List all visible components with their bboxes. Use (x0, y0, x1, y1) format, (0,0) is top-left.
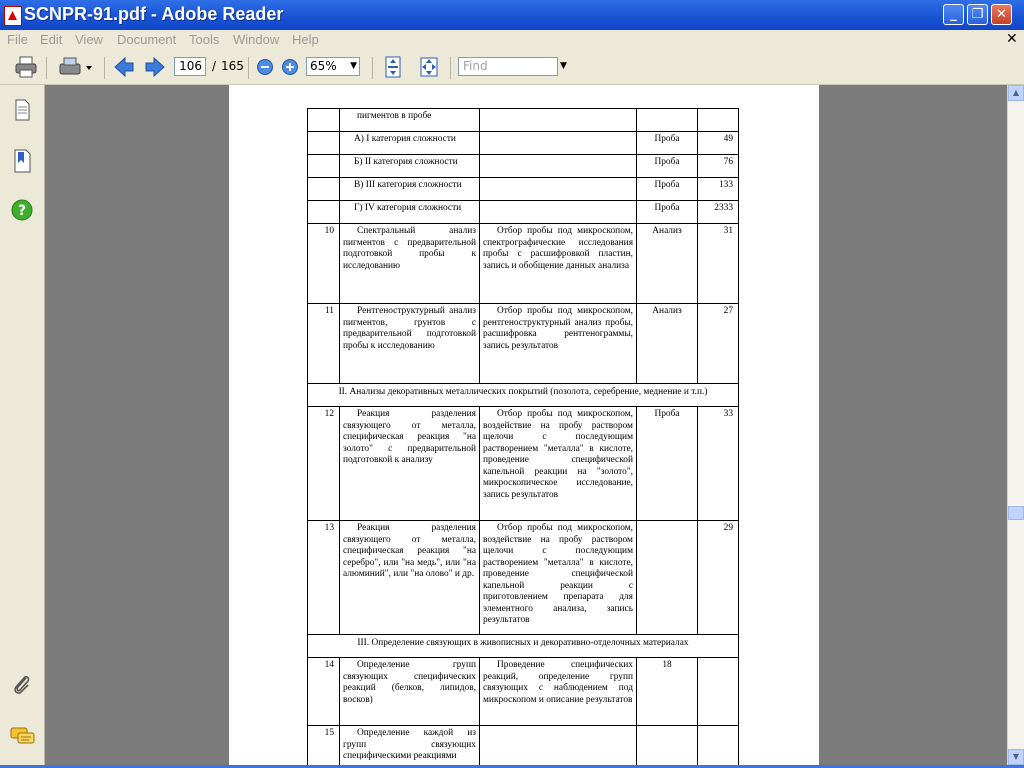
row-unit (637, 658, 698, 726)
row-value-text: 2333 (714, 203, 733, 213)
maximize-button[interactable]: ❐ (967, 4, 988, 25)
row-number (308, 521, 340, 635)
row-description (480, 224, 637, 304)
row-description (480, 201, 637, 224)
scrollbar-thumb[interactable] (1008, 506, 1024, 520)
row-number (308, 155, 340, 178)
row-unit-text: Анализ (652, 306, 682, 316)
menu-edit[interactable]: Edit (40, 32, 63, 47)
row-value-text: 49 (723, 134, 733, 144)
row-value-text: 76 (723, 157, 733, 167)
row-name-text: Определение групп связующих специфических реакций (белков, липидов, восков) (343, 660, 476, 705)
toolbar-separator (450, 57, 451, 79)
row-name (340, 201, 480, 224)
menu-file[interactable]: File (7, 32, 28, 47)
row-description (480, 658, 637, 726)
section-header: III. Определение связующих в живописных и декоративно-отделочных материалах (308, 635, 739, 658)
pages-panel-icon[interactable] (12, 99, 32, 121)
table-row (308, 178, 739, 201)
row-unit-text: Проба (654, 157, 680, 167)
row-description (480, 726, 637, 766)
menu-view[interactable]: View (75, 32, 103, 47)
row-number (308, 658, 340, 726)
row-number-text: 11 (324, 306, 334, 316)
row-number-text: 13 (324, 523, 334, 533)
row-value (698, 109, 739, 132)
row-name-text: Реакция разделения связующего от металла, специфическая реакция "на золото" с предварительной подготовкой к анализу (343, 409, 476, 465)
row-number-text: 14 (324, 660, 334, 670)
next-page-icon[interactable] (144, 56, 166, 78)
row-value-text: 33 (723, 409, 733, 419)
row-unit (637, 201, 698, 224)
navigation-pane (0, 85, 45, 768)
table-row (308, 132, 739, 155)
row-value (698, 155, 739, 178)
row-description (480, 178, 637, 201)
row-unit-text: Проба (654, 134, 680, 144)
row-name-text: Реакция разделения связующего от металла, специфическая реакция "на серебро", или "на медь", или "на алюминий", или "на олово" и др. (343, 523, 476, 579)
row-name-text: В) III категория сложности (354, 180, 462, 190)
row-value (698, 224, 739, 304)
fit-page-icon[interactable] (383, 56, 403, 78)
toolbar-separator (248, 57, 249, 79)
zoom-level-select[interactable] (306, 57, 360, 76)
row-value (698, 178, 739, 201)
previous-page-icon[interactable] (113, 56, 135, 78)
find-options-chevron-icon[interactable]: ▼ (560, 61, 567, 71)
row-name (340, 658, 480, 726)
row-unit-text: Анализ (652, 226, 682, 236)
row-number (308, 178, 340, 201)
row-description (480, 132, 637, 155)
scroll-up-icon[interactable]: ▲ (1008, 85, 1024, 101)
table-row (308, 155, 739, 178)
row-unit (637, 304, 698, 384)
row-value-text: 133 (718, 180, 733, 190)
row-description-text: Отбор пробы под микроскопом, рентгеноструктурный анализ пробы, расшифровка рентгенограммы, запись результатов (483, 306, 633, 351)
row-value (698, 304, 739, 384)
menu-tools[interactable]: Tools (189, 32, 220, 47)
row-name-text: Рентгеноструктурный анализ пигментов, грунтов с предварительной подготовкой пробы к исследованию (343, 306, 476, 351)
scroll-down-icon[interactable]: ▼ (1008, 749, 1024, 765)
table-row (308, 201, 739, 224)
comments-icon[interactable] (10, 725, 36, 749)
attachments-icon[interactable] (11, 673, 33, 697)
row-number-text: 15 (324, 728, 334, 738)
row-value-text: 27 (723, 306, 733, 316)
minimize-button[interactable]: _ (943, 4, 964, 25)
row-number (308, 224, 340, 304)
pdf-page (229, 85, 819, 765)
table-row (308, 224, 739, 304)
zoom-level-value: 65% (310, 59, 337, 73)
row-number-text: 12 (324, 409, 334, 419)
row-name (340, 304, 480, 384)
row-name-text: пигментов в пробе (357, 111, 432, 121)
row-name-text: Спектральный анализ пигментов с предварительной подготовкой пробы к исследованию (343, 226, 476, 271)
table-row (308, 726, 739, 766)
row-name (340, 224, 480, 304)
section-header: II. Анализы декоративных металлических покрытий (позолота, серебрение, меднение и т.п.) (308, 384, 739, 407)
scan-icon[interactable] (58, 56, 92, 78)
row-name (340, 178, 480, 201)
row-value (698, 201, 739, 224)
row-unit (637, 109, 698, 132)
title-bar (0, 0, 1024, 30)
row-description-text: Отбор пробы под микроскопом, спектрографические исследования пробы с расшифровкой пластин, запись и обобщение данных анализа (483, 226, 633, 271)
page-separator: / (212, 59, 217, 73)
close-window-button[interactable]: ✕ (991, 4, 1012, 25)
vertical-scrollbar[interactable] (1007, 85, 1024, 765)
chevron-down-icon: ▼ (350, 61, 357, 71)
table-body (308, 109, 739, 766)
row-unit-text: 18 (662, 660, 672, 670)
section-header-row (308, 384, 739, 407)
row-name (340, 155, 480, 178)
table-row (308, 109, 739, 132)
row-unit (637, 155, 698, 178)
row-value (698, 658, 739, 726)
toolbar-separator (372, 57, 373, 79)
row-value (698, 521, 739, 635)
row-number (308, 201, 340, 224)
row-description-text: Отбор пробы под микроскопом, воздействие на пробу раствором щелочи с последующим растворением "металла" в кислоте, проведение специфической капельной реакции с приготовлением препарата для элементного анализа, запись результатов (483, 523, 633, 625)
row-unit-text: Проба (654, 409, 680, 419)
row-unit (637, 178, 698, 201)
row-value-text: 31 (723, 226, 733, 236)
row-number (308, 726, 340, 766)
row-unit (637, 132, 698, 155)
pdf-app-icon (4, 6, 22, 26)
row-unit-text: Проба (654, 180, 680, 190)
row-description (480, 304, 637, 384)
row-unit (637, 407, 698, 521)
find-input[interactable]: Find (458, 57, 558, 76)
row-name-text: А) I категория сложности (354, 134, 456, 144)
row-description (480, 521, 637, 635)
row-number-text: 10 (324, 226, 334, 236)
menu-bar (0, 30, 1024, 50)
page-number-input[interactable]: 106 (174, 57, 206, 76)
menu-document[interactable]: Document (117, 32, 177, 47)
document-viewport[interactable] (45, 85, 1007, 765)
close-document-icon[interactable]: ✕ (1006, 31, 1018, 47)
table-row (308, 304, 739, 384)
row-unit-text: Проба (654, 203, 680, 213)
svg-text:?: ? (17, 203, 27, 219)
row-name (340, 521, 480, 635)
zoom-in-icon[interactable] (281, 58, 299, 76)
page-total: 165 (221, 59, 244, 73)
row-value (698, 726, 739, 766)
row-name-text: Г) IV категория сложности (354, 203, 462, 213)
menu-help[interactable]: Help (292, 32, 319, 47)
row-number (308, 304, 340, 384)
row-name-text: Определение каждой из групп связующих специфическими реакциями (343, 728, 476, 761)
row-unit (637, 224, 698, 304)
fit-width-icon[interactable] (418, 56, 440, 78)
zoom-out-icon[interactable] (256, 58, 274, 76)
row-description (480, 407, 637, 521)
window-title: SCNPR-91.pdf - Adobe Reader (24, 4, 284, 24)
row-number (308, 109, 340, 132)
row-description (480, 155, 637, 178)
document-table (307, 108, 739, 765)
section-header-row (308, 635, 739, 658)
toolbar (0, 50, 1024, 85)
help-icon[interactable] (11, 199, 33, 221)
row-description-text: Отбор пробы под микроскопом, воздействие на пробу раствором щелочи с последующим растворением "металла" в кислоте, проведение специфической капельной реакции на "золото", микроскопическое исследование, запись результатов (483, 409, 633, 500)
table-row (308, 407, 739, 521)
row-name (340, 726, 480, 766)
toolbar-separator (104, 57, 105, 79)
row-description-text: Проведение специфических реакций, определение групп связующих с наблюдением под микроскопом и описание результатов (483, 660, 633, 705)
row-name (340, 109, 480, 132)
table-row (308, 658, 739, 726)
menu-window[interactable]: Window (233, 32, 280, 47)
print-icon[interactable] (14, 56, 38, 78)
row-value (698, 407, 739, 521)
bookmarks-panel-icon[interactable] (12, 149, 32, 173)
toolbar-separator (46, 57, 47, 79)
row-unit (637, 521, 698, 635)
row-number (308, 132, 340, 155)
row-name-text: Б) II категория сложности (354, 157, 458, 167)
row-name (340, 407, 480, 521)
row-name (340, 132, 480, 155)
row-unit (637, 726, 698, 766)
row-number (308, 407, 340, 521)
table-row (308, 521, 739, 635)
row-value (698, 132, 739, 155)
row-value-text: 29 (723, 523, 733, 533)
row-description (480, 109, 637, 132)
